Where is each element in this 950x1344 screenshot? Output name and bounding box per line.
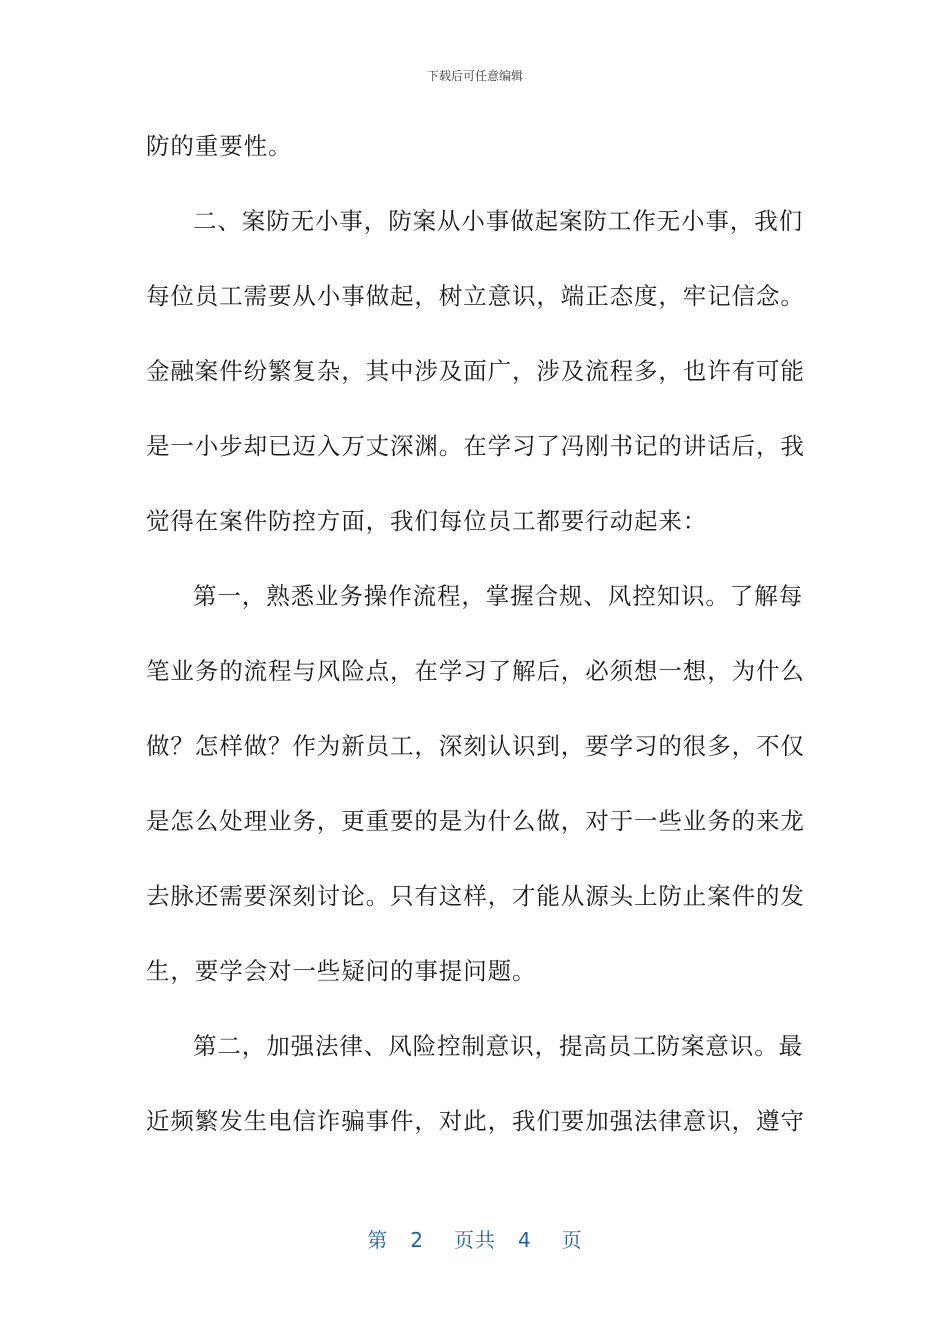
- paragraph-line: 笔业务的流程与风险点，在学习了解后，必须想一想，为什么: [146, 657, 805, 685]
- document-body: [146, 126, 805, 1176]
- paragraph-line: 是一小步却已迈入万丈深渊。在学习了冯刚书记的讲话后，我: [146, 432, 805, 460]
- header-note: 下载后可任意编辑: [426, 69, 523, 83]
- paragraph-line: 做？怎样做？作为新员工，深刻认识到，要学习的很多，不仅: [146, 732, 805, 760]
- page-number-footer: [0, 1224, 950, 1253]
- page-label-prefix: 第: [367, 1228, 389, 1252]
- paragraph-line: 防的重要性。: [146, 132, 293, 160]
- paragraph-line: 二、案防无小事，防案从小事做起案防工作无小事，我们: [193, 207, 803, 235]
- paragraph-line: 觉得在案件防控方面，我们每位员工都要行动起来：: [146, 507, 708, 535]
- current-page-number: 2: [410, 1228, 424, 1252]
- paragraph-line: 近频繁发生电信诈骗事件，对此，我们要加强法律意识，遵守: [146, 1107, 805, 1135]
- paragraph-line: 每位员工需要从小事做起，树立意识，端正态度，牢记信念。: [146, 282, 805, 310]
- paragraph-line: 金融案件纷繁复杂，其中涉及面广，涉及流程多，也许有可能: [146, 357, 805, 385]
- page-label-mid: 页共: [454, 1228, 496, 1252]
- paragraph-line: 生，要学会对一些疑问的事提问题。: [146, 957, 537, 985]
- paragraph-line: 第一，熟悉业务操作流程，掌握合规、风控知识。了解每: [193, 582, 803, 610]
- paragraph-line: 第二，加强法律、风险控制意识，提高员工防案意识。最: [193, 1032, 803, 1060]
- paragraph-line: 是怎么处理业务，更重要的是为什么做，对于一些业务的来龙: [146, 807, 805, 835]
- paragraph-line: 去脉还需要深刻讨论。只有这样，才能从源头上防止案件的发: [146, 882, 805, 910]
- total-pages-number: 4: [518, 1228, 532, 1252]
- page-label-suffix: 页: [561, 1228, 583, 1252]
